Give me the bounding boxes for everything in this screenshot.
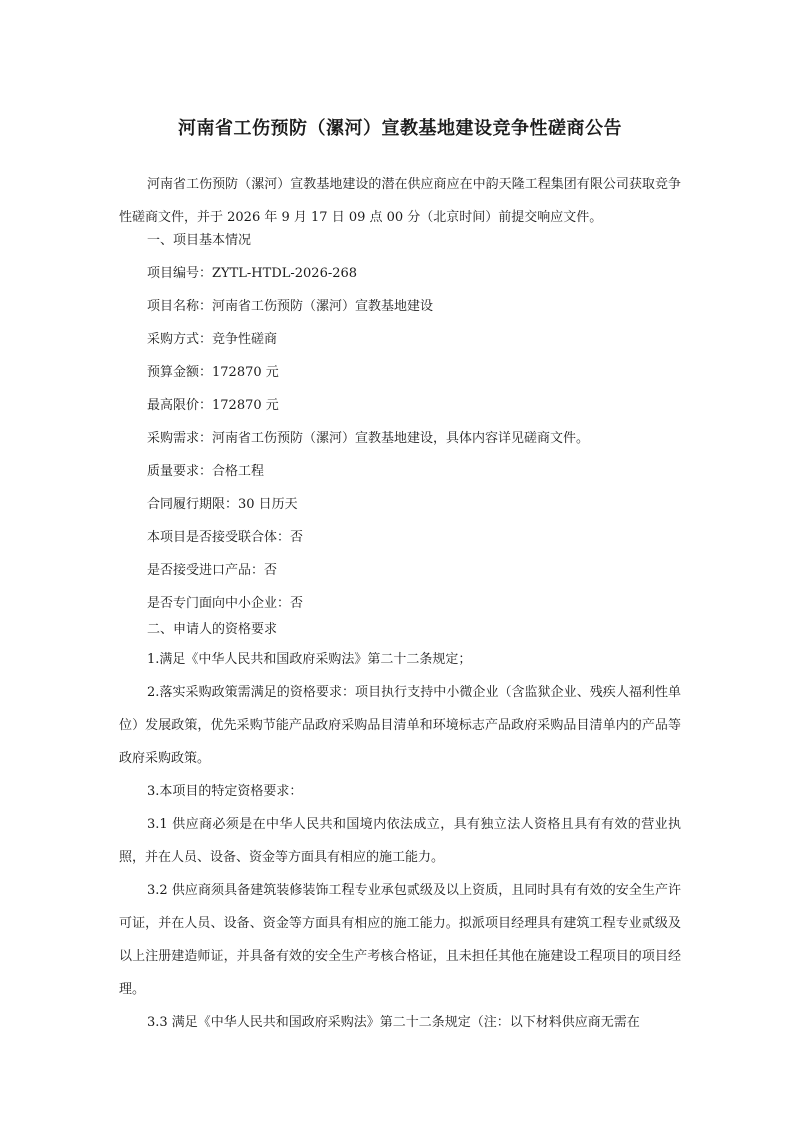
- imports-accepted: 是否接受进口产品：否: [147, 563, 278, 578]
- section-heading-qualifications: 二、申请人的资格要求: [147, 622, 278, 637]
- sme-only: 是否专门面向中小企业：否: [147, 596, 304, 611]
- qualification-3: 3.本项目的特定资格要求：: [147, 784, 303, 799]
- section-heading-project-info: 一、项目基本情况: [147, 233, 252, 248]
- contract-period: 合同履行期限：30 日历天: [147, 497, 298, 512]
- budget-amount: 预算金额：172870 元: [147, 365, 279, 380]
- qualification-1: 1.满足《中华人民共和国政府采购法》第二十二条规定；: [147, 652, 472, 667]
- qualification-3-2: 3.2 供应商须具备建筑装修装饰工程专业承包贰级及以上资质，且同时具有有效的安全生产许可证，并在人员、设备、资金等方面具有相应的施工能力。拟派项目经理具有建筑工程专业贰级及以上注册建造师证，并具备有效的安全生产考核合格证，且未担任其他在施建设工程项目的项目经理。: [119, 883, 681, 997]
- project-name: 项目名称：河南省工伤预防（漯河）宣教基地建设: [147, 299, 434, 314]
- qualification-3-3: 3.3 满足《中华人民共和国政府采购法》第二十二条规定（注：以下材料供应商无需在: [147, 1015, 640, 1030]
- document-title: 河南省工伤预防（漯河）宣教基地建设竞争性磋商公告: [178, 118, 622, 139]
- consortium-accepted: 本项目是否接受联合体：否: [147, 530, 304, 545]
- procurement-requirement: 采购需求：河南省工伤预防（漯河）宣教基地建设，具体内容详见磋商文件。: [147, 431, 590, 446]
- qualification-2: 2.落实采购政策需满足的资格要求：项目执行支持中小微企业（含监狱企业、残疾人福利性单位）发展政策，优先采购节能产品政府采购品目清单和环境标志产品政府采购品目清单内的产品等政府采购政策。: [119, 685, 681, 766]
- intro-paragraph: 河南省工伤预防（漯河）宣教基地建设的潜在供应商应在中韵天隆工程集团有限公司获取竞争性磋商文件，并于 2026 年 9 月 17 日 09 点 00 分（北京时间）前提交响应文件。: [119, 177, 681, 225]
- project-number: 项目编号：ZYTL-HTDL-2026-268: [147, 266, 358, 281]
- max-price: 最高限价：172870 元: [147, 398, 279, 413]
- qualification-3-1: 3.1 供应商必须是在中华人民共和国境内依法成立，具有独立法人资格且具有有效的营业执照，并在人员、设备、资金等方面具有相应的施工能力。: [119, 817, 681, 865]
- quality-requirement: 质量要求：合格工程: [147, 464, 265, 479]
- procurement-method: 采购方式：竞争性磋商: [147, 332, 278, 347]
